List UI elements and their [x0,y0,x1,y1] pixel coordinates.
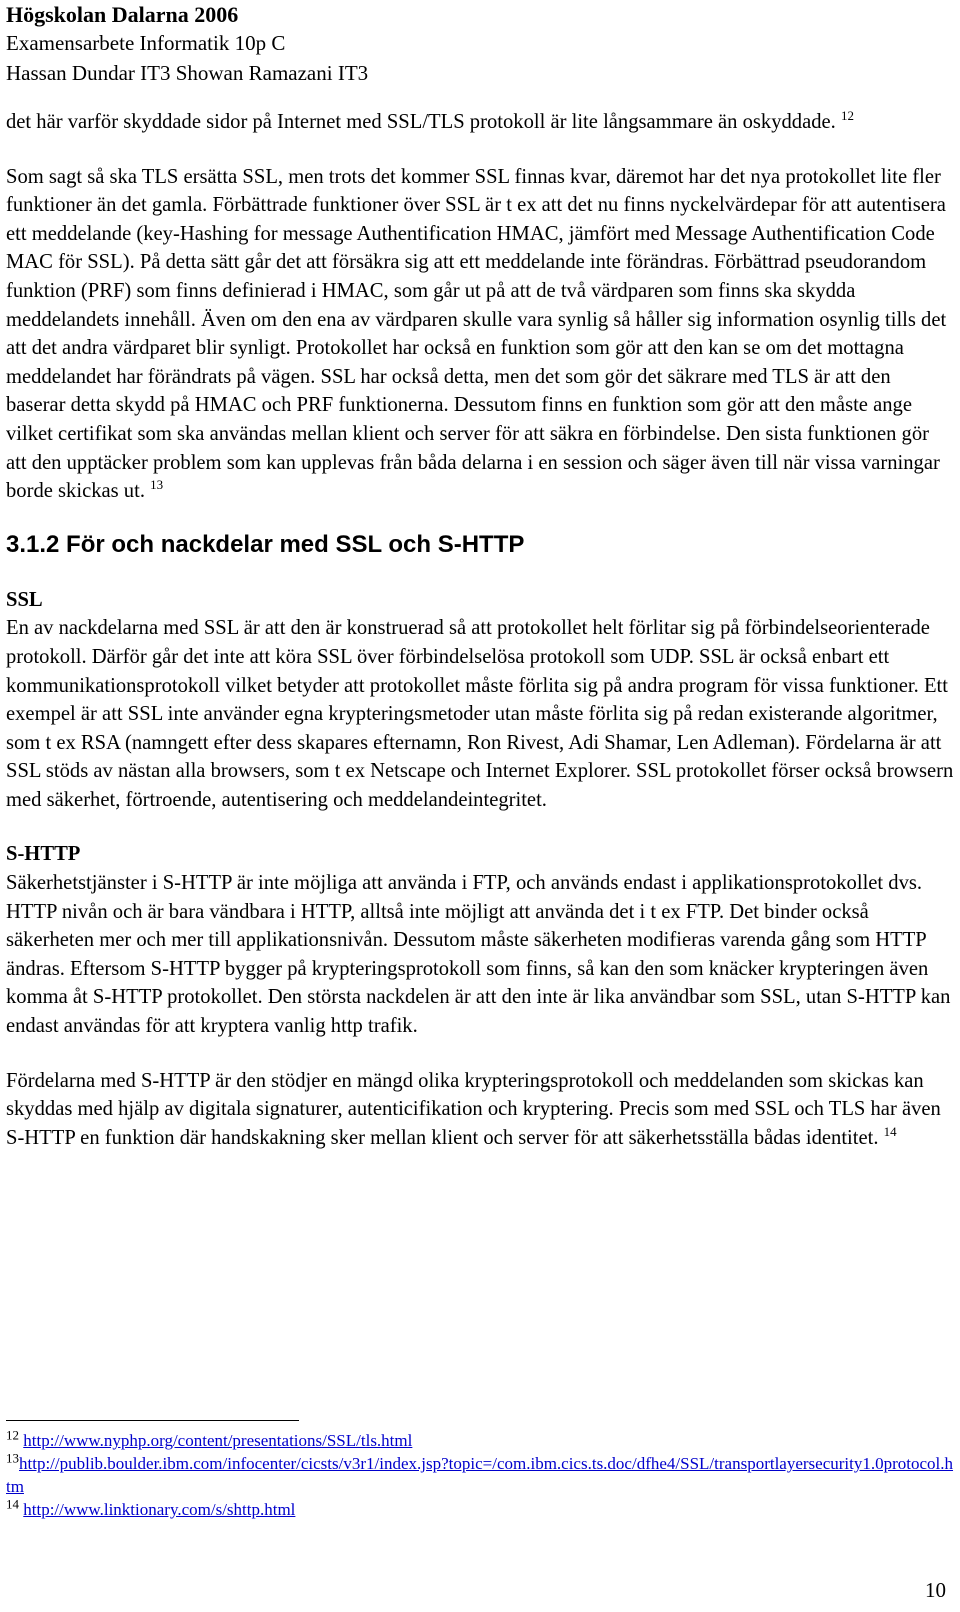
page-number: 10 [925,1578,946,1602]
header-institution: Högskolan Dalarna 2006 [6,2,239,27]
section-title: 3.1.2 För och nackdelar med SSL och S-HTTP [6,530,525,558]
shttp-advantages-text: Fördelarna med S-HTTP är den stödjer en mängd olika krypteringsprotokoll och meddelanden som skickas kan skyddas med hjälp av digitala signaturer, autenticifikation och kryptering. Precis som med SSL och TLS har även S-HTTP en funktion där handskakning sker mellan klient och server för att säkerhetsställa bådas identitet. [6,1069,941,1149]
footnote-link[interactable]: http://www.linktionary.com/s/shttp.html [23,1500,296,1519]
header-authors: Hassan Dundar IT3 Showan Ramazani IT3 [6,61,369,85]
ssl-paragraph: En av nackdelarna med SSL är att den är konstruerad så att protokollet helt förlitar sig på förbindelseorienterade protokoll. Därför går det inte att köra SSL över förbindelselösa protokoll som UDP. SSL är också enbart ett kommunikationsprotokoll vilket betyder att protokollet måste förlita sig på andra program för vissa funktioner. Ett exempel är att SSL inte använder egna krypteringsmetoder utan måste förlita sig på redan existerande algoritmer, som t ex RSA (namngett efter dess skapares efternamn, Ron Rivest, Adi Shamar, Len Adleman). Fördelarna är att SSL stöds av nästan alla browsers, som t ex Netscape och Internet Explorer. SSL protokollet förser också browsern med säkerhet, förtroende, autentisering och meddelandeintegritet. [6,617,954,811]
footnote-link[interactable]: http://publib.boulder.ibm.com/infocenter/cicsts/v3r1/index.jsp?topic=/com.ibm.cics.ts.doc/dfhe4/SSL/transportlayersecurity1.0protocol.htm [6,1454,954,1496]
header-course: Examensarbete Informatik 10p C [6,31,286,55]
footnote-ref-14[interactable]: 14 [883,1123,897,1139]
footnote-divider [6,1420,299,1421]
tls-paragraph [6,163,954,506]
document-page [6,0,954,1152]
footnote-ref-13[interactable]: 13 [150,477,164,493]
shttp-paragraph: Säkerhetstjänster i S-HTTP är inte möjliga att använda i FTP, och används endast i applikationsprotokollet dvs. HTTP nivån och är bara vändbara i HTTP, alltså inte möjligt att använda det i t ex FTP. Det binder också säkerheten mer och mer till applikationsnivån. Dessutom måste säkerheten modifieras varenda gång som HTTP ändras. Eftersom S-HTTP bygger på krypteringsprotokoll som finns, så kan den som knäcker krypteringen även komma åt S-HTTP protokollet. Den största nackdelen är att den inte är lika användbar som SSL, utan S-HTTP kan endast användas för att kryptera vanlig http trafik. [6,872,951,1038]
footnote-12 [6,1429,954,1452]
intro-paragraph [6,108,954,137]
footnote-14 [6,1498,954,1521]
footnote-ref-12[interactable]: 12 [840,108,854,124]
page-header [6,2,954,88]
ssl-heading: SSL [6,588,43,611]
shttp-advantages-paragraph [6,1067,954,1153]
footnote-number: 14 [6,1496,19,1512]
footnote-link[interactable]: http://www.nyphp.org/content/presentations/SSL/tls.html [23,1431,413,1450]
shttp-heading: S-HTTP [6,843,81,866]
footnote-number: 13 [6,1450,19,1466]
tls-paragraph-text: Som sagt så ska TLS ersätta SSL, men trots det kommer SSL finnas kvar, däremot har det nya protokollet lite fler funktioner än det gamla. Förbättrade funktioner över SSL är t ex att det nu finns nyckelvärdepar för att autentisera ett meddelande (key-Hashing for message Authentification HMAC, jämfört med Message Authentification Code MAC för SSL). På detta sätt går det att försäkra sig att ett meddelande inte förändras. Förbättrad pseudorandom funktion (PRF) som finns definierad i HMAC, som går ut på att de två värdparen som finns ska skydda meddelandets innehåll. Även om den ena av värdparen skulle vara synlig så håller sig information osynlig tills det att det andra värdparet blir synligt. Protokollet har också en funktion som gör att den kan se om det mottagna meddelandet har förändrats på vägen. SSL har också detta, men det som gör det säkrare med TLS är att den baserar detta skydd på HMAC och PRF funktionerna. Dessutom finns en funktion som gör att den måste ange vilket certifikat som ska användas mellan klient och server för att säkra en förbindelse. Den sista funktionen gör att den upptäcker problem som kan upplevas från båda delarna i en session och säger även till när vissa varningar borde skickas ut. [6,165,947,503]
footnote-number: 12 [6,1427,19,1443]
footnotes [6,1420,954,1521]
intro-paragraph-text: det här varför skyddade sidor på Internet med SSL/TLS protokoll är lite långsammare än oskyddade. [6,111,836,133]
footnote-13 [6,1452,954,1498]
